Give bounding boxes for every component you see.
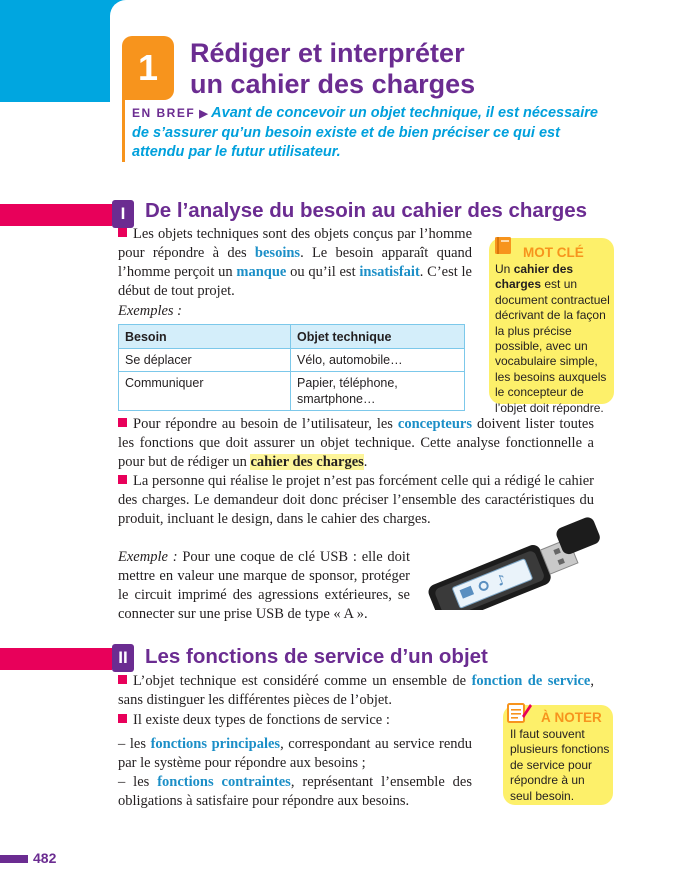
keyword-fonctions-contraintes: fonctions contraintes [157, 774, 291, 790]
bullet-icon [118, 675, 127, 684]
mot-cle-title: MOT CLÉ [523, 245, 584, 260]
chapter-number: 1 [122, 36, 174, 100]
text: Pour une coque de clé USB : elle doit mettre en valeur une marque de sponsor, protéger le circuit imprimé des agressions extérieures, se connecter sur une prise USB de type « A ». [118, 549, 410, 622]
section1-paragraph1 [118, 225, 472, 301]
table-header: Objet technique [291, 325, 465, 349]
brief [132, 104, 602, 162]
text: Les objets techniques sont des objets conçus par l’homme pour répondre à des [118, 226, 472, 261]
bullet-icon [118, 418, 127, 427]
a-noter-title: À NOTER [541, 710, 602, 725]
table-cell: Papier, téléphone, smartphone… [291, 372, 465, 411]
table-cell: Se déplacer [119, 349, 291, 372]
page-number: 482 [33, 850, 57, 866]
examples-label: Exemples : [118, 303, 183, 319]
keyword-insatisfait: insatisfait [359, 264, 420, 280]
bullet-icon [118, 475, 127, 484]
text: – les [118, 736, 151, 752]
book-icon [493, 234, 515, 256]
section1-paragraph2 [118, 415, 594, 472]
keyword-concepteurs: concepteurs [397, 416, 472, 432]
brief-tag: EN BREF [132, 106, 196, 120]
section1-title: De l’analyse du besoin au cahier des charges [145, 199, 588, 222]
section2-band [0, 648, 112, 670]
text: . Le besoin apparaît quand l’homme perçoit un [118, 245, 473, 280]
keyword-manque: manque [236, 264, 287, 280]
text: L’objet technique est considéré comme un ensemble de [133, 673, 472, 689]
highlight-cahier-des-charges: cahier des charges [250, 454, 364, 470]
text: , correspondant au service rendu par le système pour répondre aux besoins ; [118, 736, 473, 771]
brief-text: Avant de concevoir un objet technique, il est nécessaire de s’assurer qu’un besoin existe et de bien préciser ce qui est attendu par le futur utilisateur. [132, 105, 598, 160]
table-header: Besoin [119, 325, 291, 349]
table-row [119, 372, 465, 411]
music-note-icon: ♪ [494, 571, 509, 590]
section2-paragraph2 [118, 711, 478, 730]
note-pencil-icon [506, 700, 532, 724]
page-title-line2: un cahier des charges [190, 69, 476, 99]
folio-bar [0, 855, 28, 863]
needs-table [118, 324, 465, 411]
section1-example [118, 548, 410, 624]
brief-bar [122, 100, 125, 162]
bullet-icon [118, 228, 127, 237]
text: , sans distinguer les différentes pièces de l’objet. [118, 673, 594, 708]
section2-title: Les fonctions de service d’un objet [145, 645, 488, 668]
text: ou qu’il est [286, 264, 360, 280]
usb-key-illustration [420, 515, 610, 610]
text: Un [495, 262, 514, 276]
text: doivent lister toutes les fonctions que doit assurer un objet technique. Cette analyse fonctionnelle a pour but de rédiger un [118, 416, 594, 470]
brief-arrow-icon: ▶ [199, 108, 208, 120]
keyword-fonction-de-service: fonction de service [471, 673, 591, 689]
a-noter-text: Il faut souvent plusieurs fonctions de service pour répondre à un seul besoin. [510, 727, 610, 803]
keyword-besoins: besoins [254, 245, 301, 261]
text: . [363, 454, 368, 470]
section1-number: I [112, 200, 134, 228]
page-title-line1: Rédiger et interpréter [190, 38, 465, 68]
table-row [119, 349, 465, 372]
text: est un document contractuel décrivant de la façon la plus précise possible, avec un vocabulaire simple, les besoins auxquels le concepteur de l’objet doit répondre. [495, 277, 610, 415]
text: La personne qui réalise le projet n’est pas forcément celle qui a rédigé le cahier des charges. Le demandeur doit donc préciser l’ensemble des caractéristiques du produit, incluant le design, dans le cahier des charges. [118, 473, 594, 527]
section2-number: II [112, 644, 134, 672]
example-label: Exemple : [118, 549, 178, 565]
table-cell: Communiquer [119, 372, 291, 411]
section2-paragraph4 [118, 773, 472, 811]
keyword-fonctions-principales: fonctions principales [150, 736, 281, 752]
page-title [190, 38, 475, 100]
text: , représentant l’ensemble des obligations à satisfaire pour répondre aux besoins. [118, 774, 473, 809]
text: Il existe deux types de fonctions de service : [133, 712, 390, 728]
text: . C’est le début de tout projet. [118, 264, 472, 299]
bullet-icon [118, 714, 127, 723]
text: – les [118, 774, 158, 790]
mot-cle-term: cahier des charges [495, 262, 574, 292]
text: Pour répondre au besoin de l’utilisateur, les [133, 416, 398, 432]
table-cell: Vélo, automobile… [291, 349, 465, 372]
section2-paragraph3 [118, 735, 472, 773]
table-header-row [119, 325, 465, 349]
header-cyan-corner [0, 0, 125, 102]
section1-band [0, 204, 112, 226]
mot-cle-text [495, 262, 613, 416]
